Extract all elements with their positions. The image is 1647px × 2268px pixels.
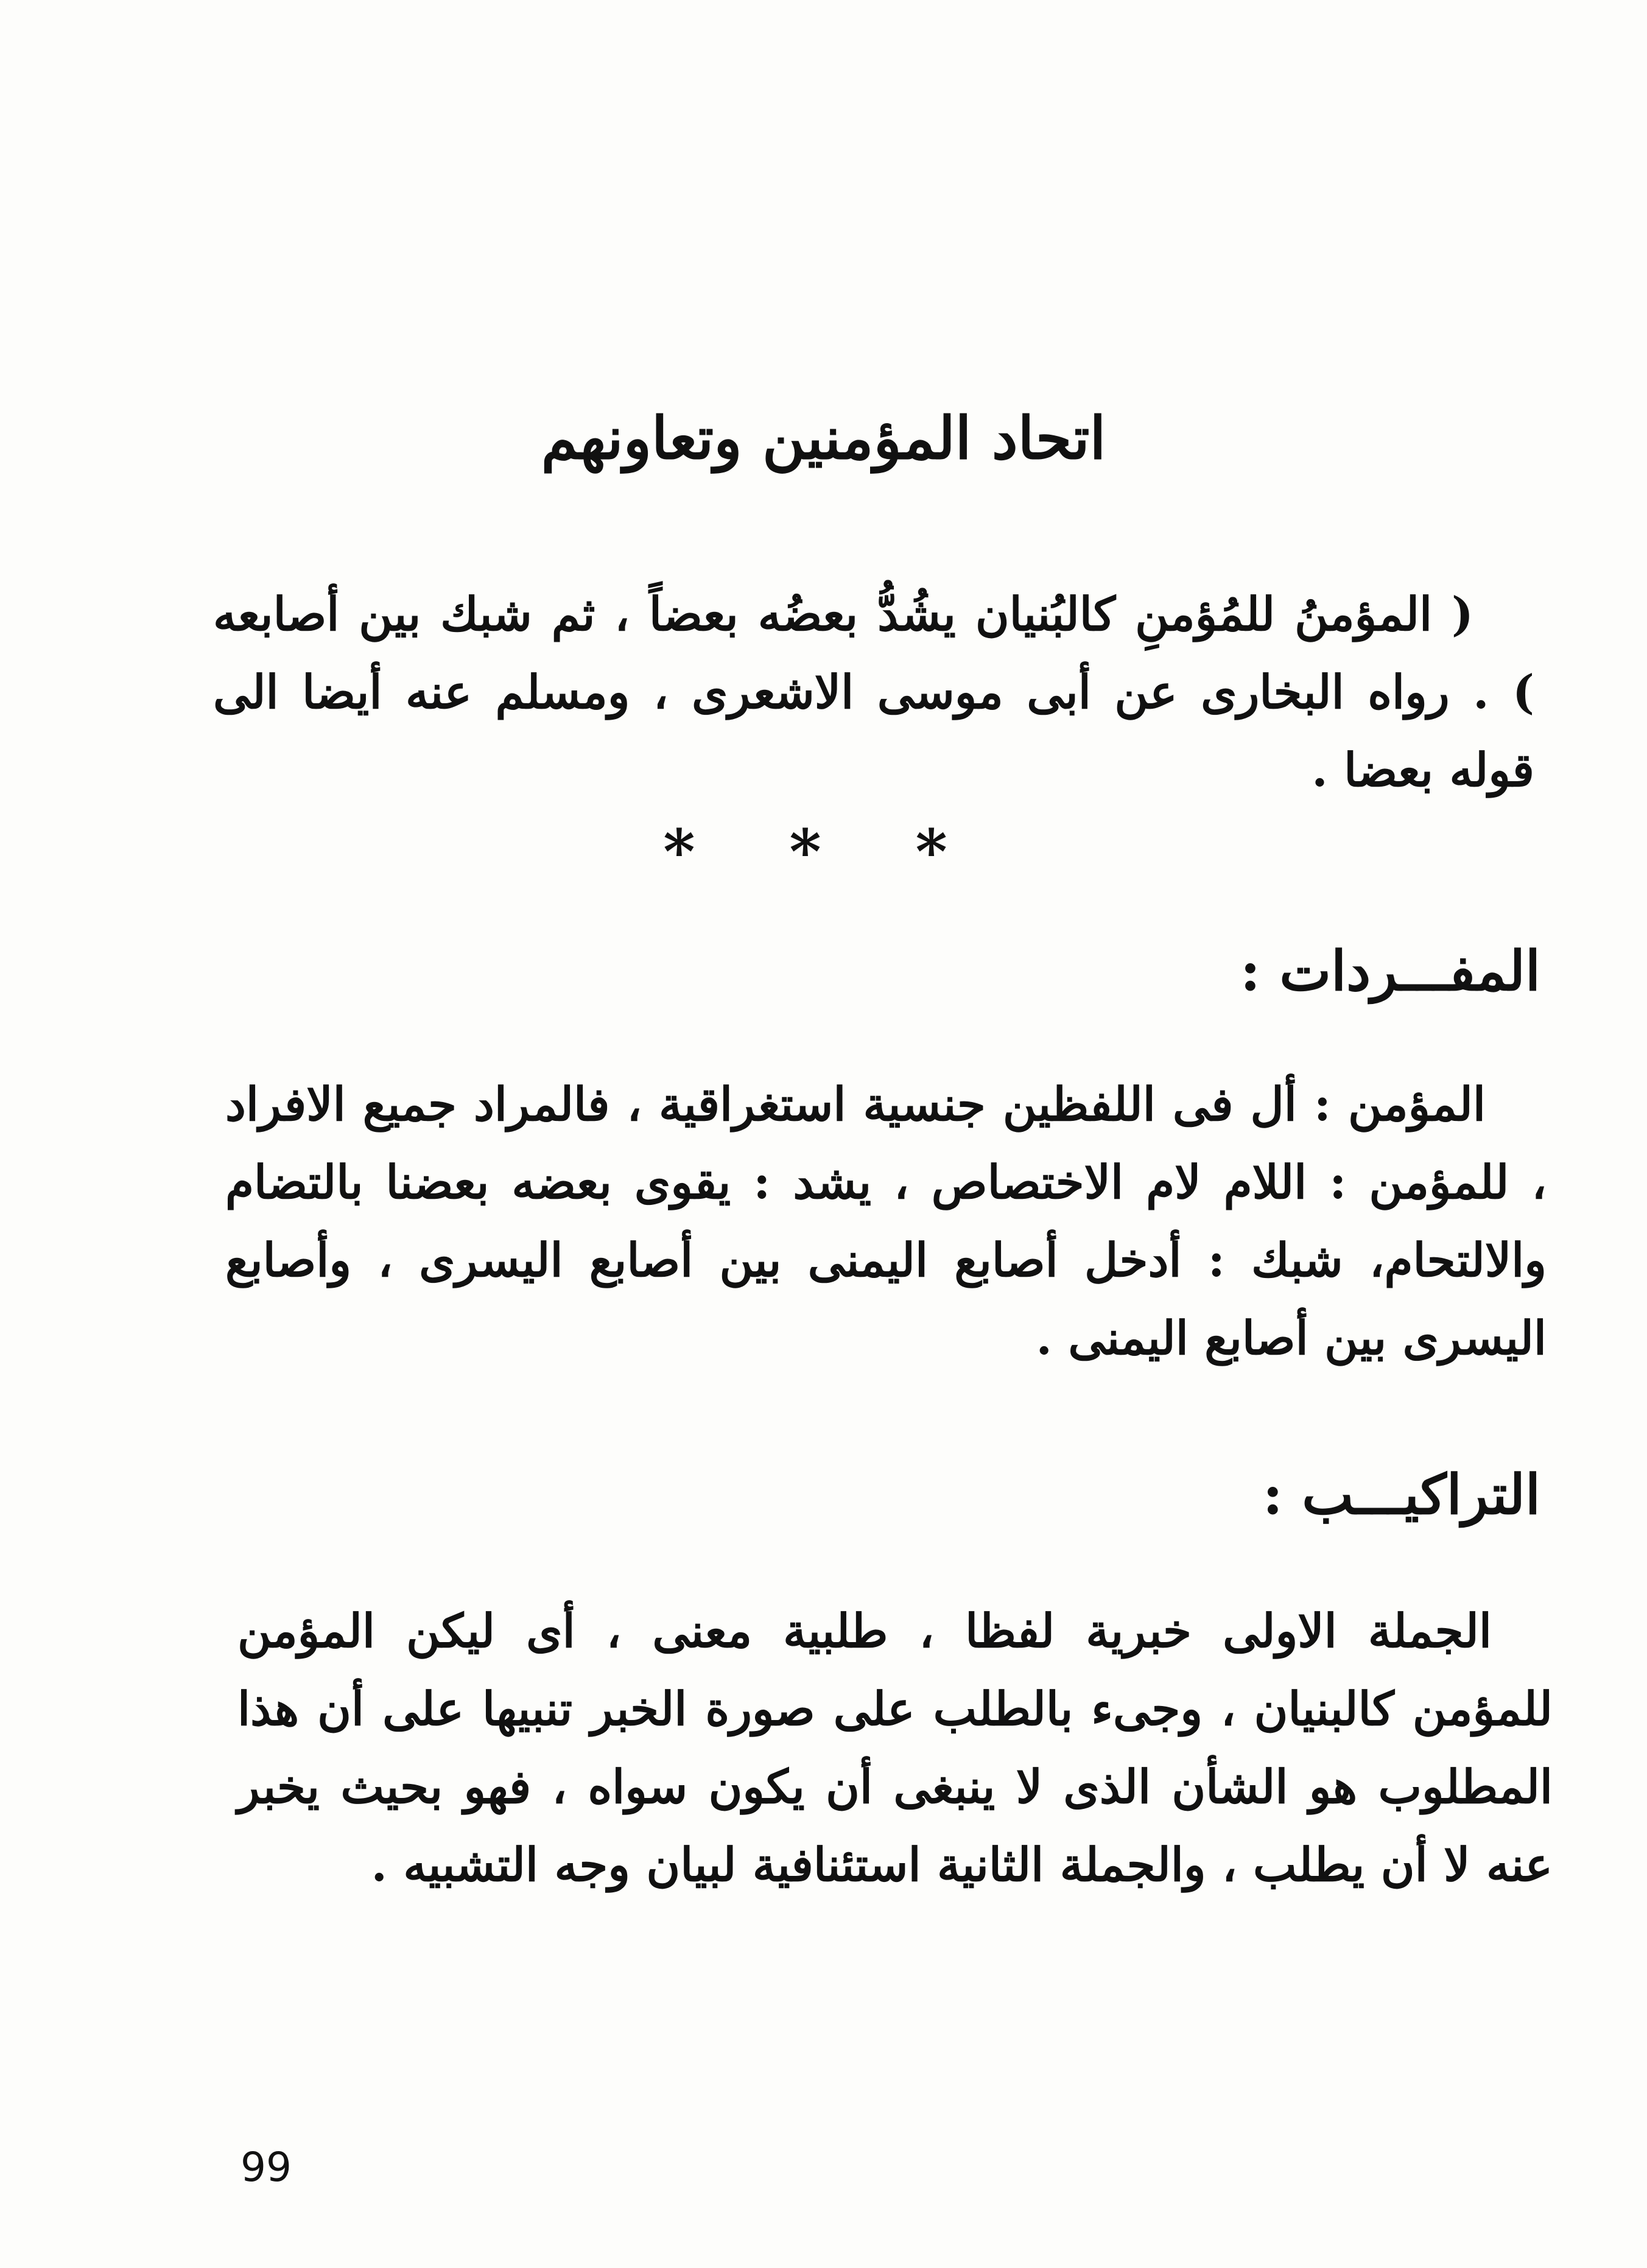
mufradat-paragraph: المؤمن : أل فى اللفظين جنسية استغراقية ، فالمراد جميع الافراد ، للمؤمن : اللام لام الاختصاص ، يشد : يقوى بعضه بعضنا بالتضام والالتحام، شبك : أدخل أصابع اليمنى بين أصابع اليسرى ، وأصابع اليسرى بين أصابع اليمنى . (225, 1077, 1547, 1365)
tarakib-text (237, 1592, 1553, 1904)
heading-mufradat: المفـــردات : (1240, 939, 1540, 1003)
tarakib-paragraph: الجملة الاولى خبرية لفظا ، طلبية معنى ، أى ليكن المؤمن للمؤمن كالبنيان ، وجىء بالطلب على صورة الخبر تنبيها على أن هذا المطلوب هو الشأن الذى لا ينبغى أن يكون سواه ، فهو بحيث يخبر عنه لا أن يطلب ، والجملة الثانية استئنافية لبيان وجه التشبيه . (237, 1604, 1553, 1892)
heading-tarakib: التراكيـــب : (1262, 1462, 1540, 1527)
mufradat-text (225, 1066, 1547, 1377)
section-separator: * * * (663, 816, 984, 888)
hadith-paragraph: ( المؤمنُ للمُؤمنِ كالبُنيان يشُدُّ بعضُه بعضاً ، ثم شبك بين أصابعه ) . رواه البخارى عن أبى موسى الاشعرى ، ومسلم عنه أيضا الى قوله بعضا . (213, 587, 1534, 797)
page-title: اتحاد المؤمنين وتعاونهم (541, 404, 1106, 472)
page-number: 99 (241, 2144, 292, 2191)
hadith-text (213, 575, 1534, 809)
